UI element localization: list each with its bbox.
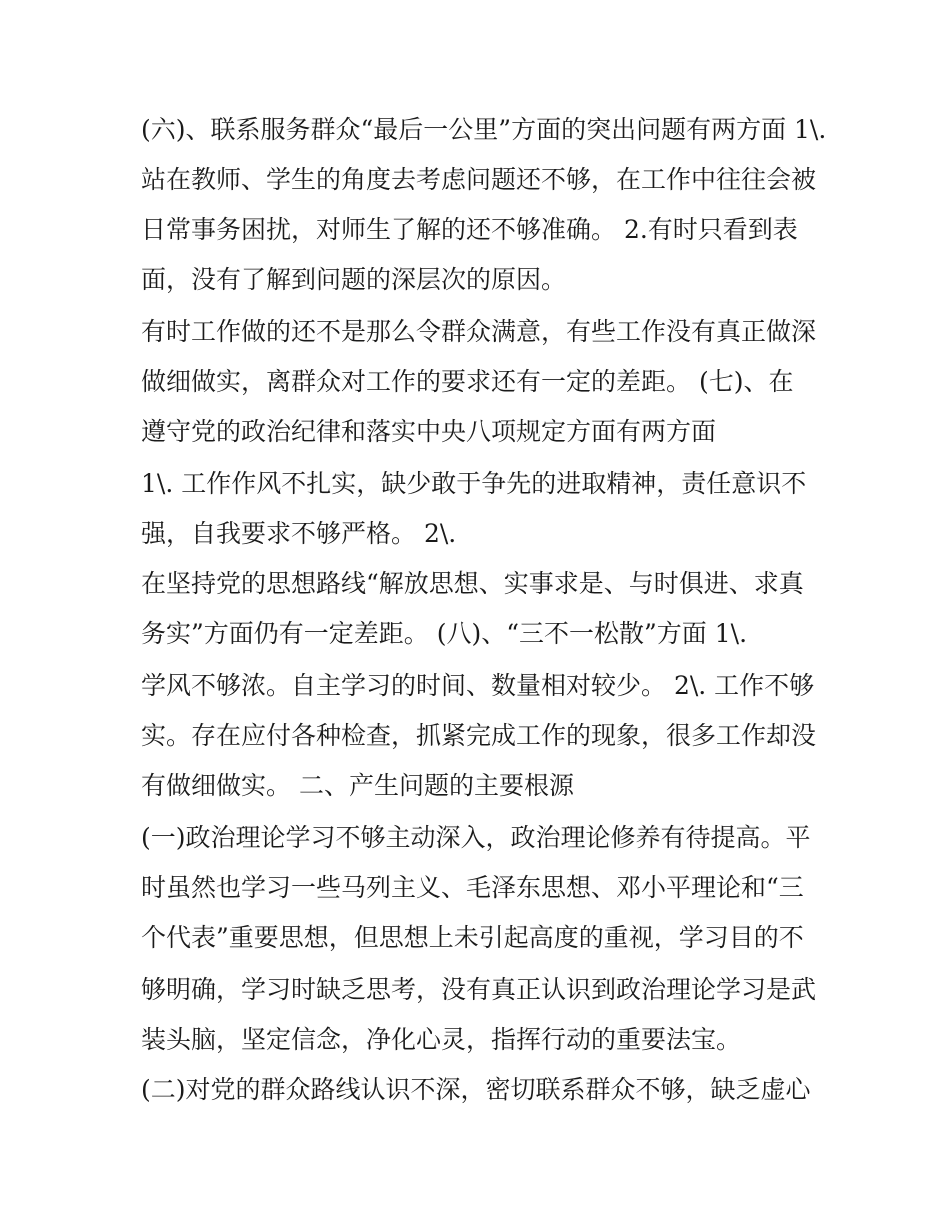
text-line: (六)、联系服务群众“最后一公里”方面的突出问题有两方面 1\. [141, 115, 827, 144]
text-line: 日常事务困扰，对师生了解的还不够准确。 2.有时只看到表 [141, 215, 798, 244]
text-line: 装头脑，坚定信念，净化心灵，指挥行动的重要法宝。 [141, 1025, 742, 1054]
text-line: 时虽然也学习一些马列主义、毛泽东思想、邓小平理论和“三 [141, 873, 804, 902]
text-line: 有做细做实。 二、产生问题的主要根源 [141, 771, 574, 800]
text-line: (一)政治理论学习不够主动深入，政治理论修养有待提高。平 [141, 823, 811, 852]
text-line: (二)对党的群众路线认识不深，密切联系群众不够，缺乏虚心 [141, 1075, 811, 1104]
text-line: 有时工作做的还不是那么令群众满意，有些工作没有真正做深 [141, 317, 817, 346]
text-line: 在坚持党的思想路线“解放思想、实事求是、与时俱进、求真 [141, 569, 804, 598]
text-line: 够明确，学习时缺乏思考，没有真正认识到政治理论学习是武 [141, 975, 817, 1004]
text-line: 学风不够浓。自主学习的时间、数量相对较少。 2\. 工作不够 [141, 671, 815, 700]
text-line: 站在教师、学生的角度去考虑问题还不够，在工作中往往会被 [141, 165, 817, 194]
text-line: 实。存在应付各种检查，抓紧完成工作的现象，很多工作却没 [141, 721, 817, 750]
text-line: 务实”方面仍有一定差距。 (八)、“三不一松散”方面 1\. [141, 619, 748, 648]
text-line: 做细做实，离群众对工作的要求还有一定的差距。 (七)、在 [141, 367, 794, 396]
text-line: 个代表”重要思想，但思想上未引起高度的重视，学习目的不 [141, 923, 804, 952]
text-line: 遵守党的政治纪律和落实中央八项规定方面有两方面 [141, 417, 717, 446]
text-line: 面，没有了解到问题的深层次的原因。 [141, 265, 567, 294]
text-line: 1\. 工作作风不扎实，缺少敢于争先的进取精神，责任意识不 [141, 469, 807, 498]
text-line: 强，自我要求不够严格。 2\. [141, 519, 457, 548]
